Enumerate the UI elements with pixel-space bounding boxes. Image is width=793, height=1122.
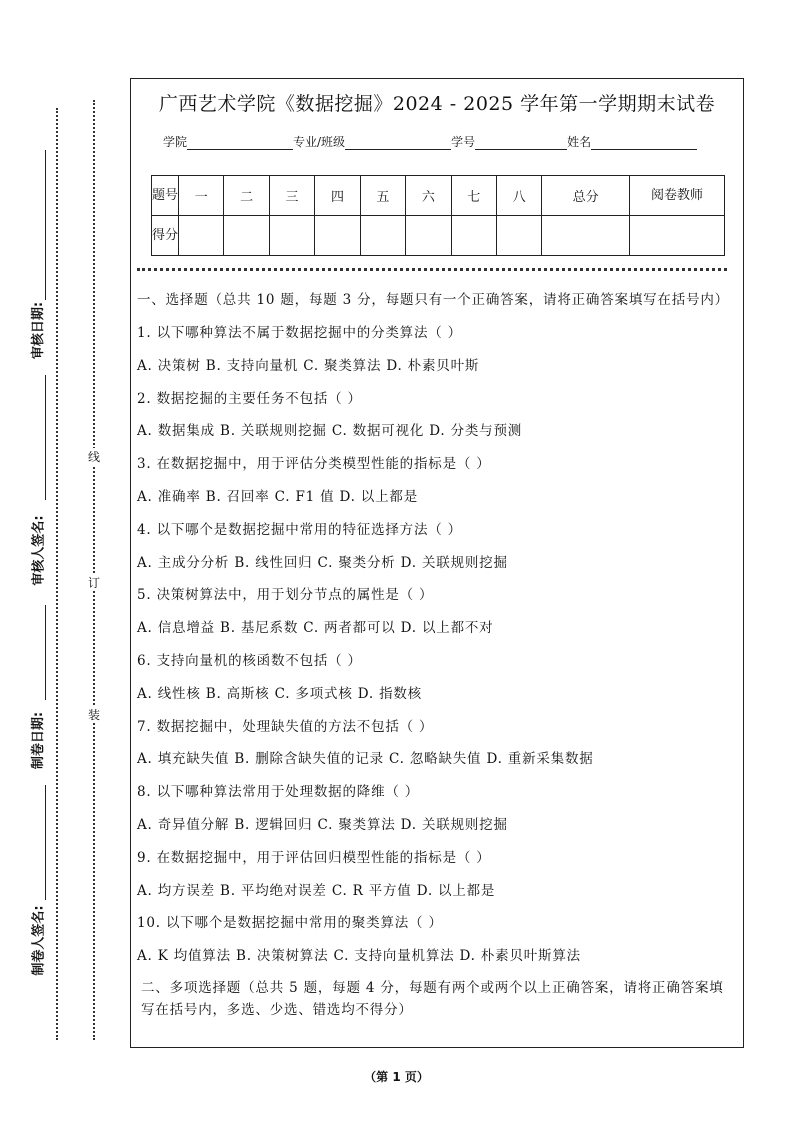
score-cell[interactable] bbox=[451, 216, 496, 256]
question-list bbox=[137, 317, 735, 973]
score-cell[interactable] bbox=[406, 216, 451, 256]
section1-heading: 一、选择题（总共 10 题，每题 3 分，每题只有一个正确答案，请将正确答案填写在括号内） bbox=[137, 292, 729, 308]
binding-char-ding: 订 bbox=[87, 576, 100, 590]
review-date-label: 审核日期: bbox=[31, 301, 47, 359]
score-cell[interactable] bbox=[360, 216, 405, 256]
make-date-label: 制卷日期: bbox=[31, 711, 47, 769]
field-name-blank[interactable] bbox=[591, 137, 697, 150]
score-table-row-label: 得分 bbox=[152, 216, 179, 256]
score-cell[interactable] bbox=[630, 216, 725, 256]
score-col-grader: 阅卷教师 bbox=[630, 176, 725, 216]
question-text: 9. 在数据挖掘中，用于评估回归模型性能的指标是（ ） bbox=[137, 849, 491, 866]
score-col-5: 五 bbox=[360, 176, 405, 216]
score-cell[interactable] bbox=[224, 216, 269, 256]
question-options: A. 均方误差 B. 平均绝对误差 C. R 平方值 D. 以上都是 bbox=[137, 882, 496, 899]
question-options: A. 信息增益 B. 基尼系数 C. 两者都可以 D. 以上都不对 bbox=[137, 620, 494, 637]
binding-dotted-line bbox=[56, 108, 58, 1040]
section2-heading: 二、多项选择题（总共 5 题，每题 4 分，每题有两个或两个以上正确答案，请将正确答案填写在括号内，多选、少选、错选均不得分） bbox=[141, 979, 724, 1018]
binding-char-xian: 线 bbox=[87, 450, 100, 464]
question-options: A. 线性核 B. 高斯核 C. 多项式核 D. 指数核 bbox=[137, 685, 422, 702]
exam-content bbox=[137, 289, 735, 1021]
dotted-separator bbox=[137, 268, 727, 271]
question-text: 8. 以下哪种算法常用于处理数据的降维（ ） bbox=[137, 784, 420, 801]
question-options: A. 准确率 B. 召回率 C. F1 值 D. 以上都是 bbox=[137, 488, 419, 505]
score-col-8: 八 bbox=[496, 176, 541, 216]
score-table-row-label: 题号 bbox=[152, 176, 179, 216]
maker-signature-line bbox=[45, 785, 46, 900]
question-options: A. 奇异值分解 B. 逻辑回归 C. 聚类算法 D. 关联规则挖掘 bbox=[137, 816, 508, 833]
field-id-label: 学号 bbox=[451, 135, 476, 149]
score-col-7: 七 bbox=[451, 176, 496, 216]
question-text: 10. 以下哪个是数据挖掘中常用的聚类算法（ ） bbox=[137, 915, 443, 932]
field-major-blank[interactable] bbox=[345, 137, 451, 150]
score-col-3: 三 bbox=[269, 176, 314, 216]
binding-char-zhuang: 装 bbox=[87, 708, 100, 722]
score-col-2: 二 bbox=[224, 176, 269, 216]
field-major-label: 专业/班级 bbox=[293, 135, 346, 149]
question-options: A. 主成分分析 B. 线性回归 C. 聚类分析 D. 关联规则挖掘 bbox=[137, 554, 508, 571]
reviewer-signature-line bbox=[45, 375, 46, 500]
field-name-label: 姓名 bbox=[567, 135, 592, 149]
exam-title: 广西艺术学院《数据挖掘》2024 - 2025 学年第一学期期末试卷 bbox=[158, 93, 716, 115]
score-cell[interactable] bbox=[542, 216, 630, 256]
exam-frame bbox=[130, 78, 744, 1048]
score-table bbox=[151, 175, 725, 256]
score-cell[interactable] bbox=[269, 216, 314, 256]
score-table-value-row bbox=[152, 216, 725, 256]
question-options: A. 填充缺失值 B. 删除含缺失值的记录 C. 忽略缺失值 D. 重新采集数据 bbox=[137, 751, 594, 768]
question-options: A. 决策树 B. 支持向量机 C. 聚类算法 D. 朴素贝叶斯 bbox=[137, 357, 480, 374]
binding-dotted-line-inner bbox=[93, 100, 95, 1040]
question-options: A. K 均值算法 B. 决策树算法 C. 支持向量机算法 D. 朴素贝叶斯算法 bbox=[137, 948, 581, 965]
question-text: 7. 数据挖掘中，处理缺失值的方法不包括（ ） bbox=[137, 718, 434, 735]
question-text: 4. 以下哪个是数据挖掘中常用的特征选择方法（ ） bbox=[137, 521, 462, 538]
student-info-row bbox=[163, 133, 697, 150]
score-col-6: 六 bbox=[406, 176, 451, 216]
page-number: （第 1 页） bbox=[364, 1070, 429, 1084]
score-col-1: 一 bbox=[179, 176, 224, 216]
question-text: 3. 在数据挖掘中，用于评估分类模型性能的指标是（ ） bbox=[137, 456, 491, 473]
score-cell[interactable] bbox=[179, 216, 224, 256]
question-text: 2. 数据挖掘的主要任务不包括（ ） bbox=[137, 390, 362, 407]
make-date-line bbox=[45, 605, 46, 700]
score-cell[interactable] bbox=[315, 216, 360, 256]
score-cell[interactable] bbox=[496, 216, 541, 256]
question-text: 6. 支持向量机的核函数不包括（ ） bbox=[137, 652, 362, 669]
reviewer-signature-label: 审核人签名: bbox=[31, 514, 47, 586]
score-table-header-row bbox=[152, 176, 725, 216]
maker-signature-label: 制卷人签名: bbox=[31, 904, 47, 976]
question-text: 5. 决策树算法中，用于划分节点的属性是（ ） bbox=[137, 587, 434, 604]
score-col-4: 四 bbox=[315, 176, 360, 216]
score-col-total: 总分 bbox=[542, 176, 630, 216]
review-date-line bbox=[45, 150, 46, 300]
question-options: A. 数据集成 B. 关联规则挖掘 C. 数据可视化 D. 分类与预测 bbox=[137, 423, 523, 440]
question-text: 1. 以下哪种算法不属于数据挖掘中的分类算法（ ） bbox=[137, 325, 462, 341]
field-college-blank[interactable] bbox=[187, 137, 293, 150]
field-college-label: 学院 bbox=[163, 135, 188, 149]
field-id-blank[interactable] bbox=[475, 137, 567, 150]
